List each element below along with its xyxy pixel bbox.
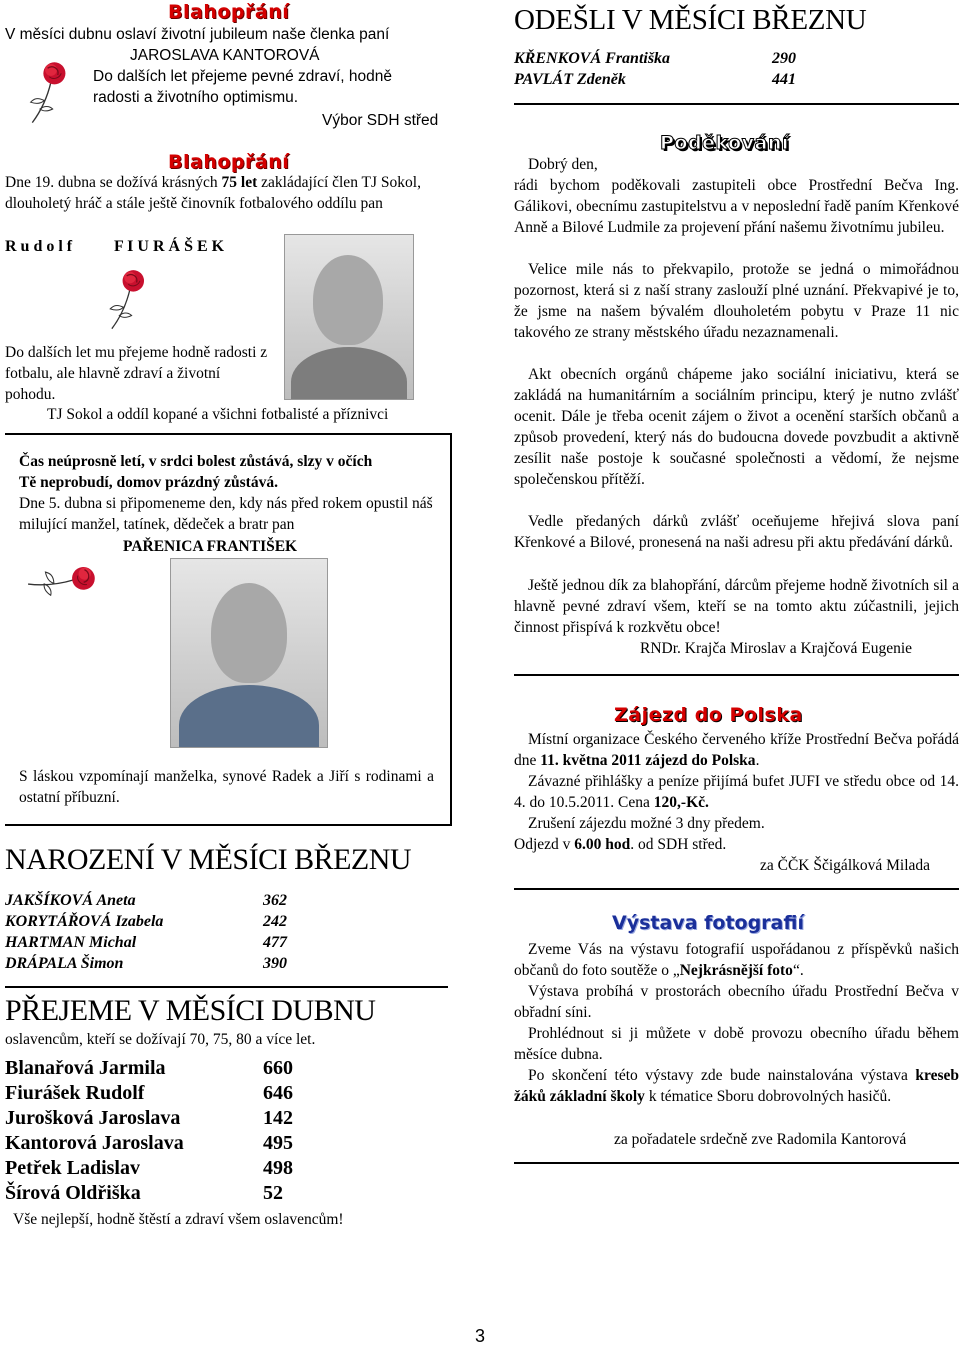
deaths-title: ODEŠLI V MĚSÍCI BŘEZNU [514,4,867,36]
memorial-name: PAŘENICA FRANTIŠEK [123,538,298,555]
trip-paragraph-3: Zrušení zájezdu možné 3 dny předem. [528,815,765,832]
portrait-photo-fiurasek [284,234,414,400]
blahoprani-banner-1: Blahopřání [168,1,290,23]
bday1-name: JAROSLAVA KANTOROVÁ [130,47,320,64]
wishes-subtitle: oslavencům, kteří se dožívají 70, 75, 80 a více let. [5,1031,316,1048]
list-item: Jurošková Jaroslava 142 [5,1107,293,1129]
trip-paragraph-2: Závazné přihlášky a peníze přijímá bufet JUFI ve středu obce od 14. 4. do 10.5.2011. Cena 120,-Kč. [514,773,959,811]
exhibition-paragraph-2: Výstava probíhá v prostorách obecního úřadu Prostřední Bečva v obřadní síni. [514,983,959,1021]
list-item: Blanařová Jarmila 660 [5,1057,293,1079]
bday2-intro: Dne 19. dubna se dožívá krásných 75 let zakládající člen TJ Sokol, dlouholetý hráč a stále ještě činovník fotbalového oddílu pan [5,174,421,212]
trip-signature: za ČČK Ščigálková Milada [760,857,931,874]
wishes-list [5,1056,293,1206]
list-item: PAVLÁT Zdeněk 441 [514,70,796,88]
divider [514,888,959,890]
list-item: Petřek Ladislav 498 [5,1157,293,1179]
thanks-paragraph-5: Ještě jednou dík za blahopřání, dárcům přejeme hodně životních sil a hlavně pevné zdraví všem, kteří se na tomto aktu zúčastnili, jejich činnost přispívá k rozkvětu obce! [514,577,959,636]
thanks-paragraph-1: rádi bychom poděkovali zastupiteli obce Prostřední Bečva Ing. Gálikovi, obecnímu zastupitelstvu a v neposlední řadě paním Křenkové Anně a Bilové Ludmile za projevení přání našemu životnímu jubileu. [514,177,959,236]
list-item: Šírová Oldřiška 52 [5,1182,283,1204]
exhibition-paragraph-4: Po skončení této výstavy zde bude nainstalována výstava kreseb žáků základní školy k tématice Sboru dobrovolných hasičů. [514,1067,959,1105]
trip-paragraph-4: Odjezd v 6.00 hod. od SDH střed. [514,836,727,853]
thanks-greeting: Dobrý den, [528,156,598,173]
zajezd-banner: Zájezd do Polska [614,704,803,726]
bday1-intro: V měsíci dubnu oslaví životní jubileum naše členka paní [5,26,390,43]
portrait-photo-parenica [170,558,328,748]
list-item: Fiurášek Rudolf 646 [5,1082,293,1104]
thanks-paragraph-2: Velice mile nás to překvapilo, protože se jedná o mimořádnou pozornost, která si z naší strany zaslouží plné uznání. Překvapivé je to, že jsme na našem bývalém dlouholetém pobytu v Praze 11 nic takového ze strany městského úřadu nezaznamenali. [514,261,959,341]
bday1-signature: Výbor SDH střed [322,112,439,129]
exhibition-paragraph-3: Prohlédnout si ji můžete v době provozu obecního úřadu během měsíce dubna. [514,1025,959,1063]
bday2-last-name: F I U R Á Š E K [114,238,225,255]
wishes-title: PŘEJEME V MĚSÍCI DUBNU [5,994,376,1027]
blahoprani-banner-2: Blahopřání [168,151,290,173]
thanks-signature: RNDr. Krajča Miroslav a Krajčová Eugenie [640,640,913,657]
memorial-text: Dne 5. dubna si připomeneme den, kdy nás před rokem opustil náš milující manžel, tatínek, dědeček a bratr pan [19,495,433,533]
exhibition-paragraph-1: Zveme Vás na výstavu fotografií uspořádanou z příspěvků našich občanů do foto soutěže o „Nejkrásnější foto“. [514,941,959,979]
rose-icon [100,266,160,332]
births-title: NAROZENÍ V MĚSÍCI BŘEZNU [5,843,412,876]
list-item: KORYTÁŘOVÁ Izabela 242 [5,912,287,930]
memorial-poem: Čas neúprosně letí, v srdci bolest zůstává, slzy v očích Tě neprobudí, domov prázdný zůstává. [19,453,373,491]
vystava-banner: Výstava fotografií [612,912,804,934]
bday2-signature: TJ Sokol a oddíl kopané a všichni fotbalisté a příznivci [47,406,389,423]
list-item: KŘENKOVÁ Františka 290 [514,49,796,67]
thanks-paragraph-3: Akt obecních orgánů chápeme jako sociální iniciativu, která se zakládá na humanitárním a sociálním principu, který je nutno zvlášť ocenit. Dále je třeba ocenit zájem o život a ocenění starších občanů a způsob provedení, který nás do budoucna dovede povzbudit a aktivně zesílit naše postoje k současné společnosti a vědomí, že nejsme společenskou přítěží. [514,366,959,488]
thanks-paragraph-4: Vedle předaných dárků zvlášť oceňujeme hřejivá slova paní Křenkové a Bilové, pronesená na naši adresu při aktu předávání dárků. [514,513,959,551]
trip-paragraph-1: Místní organizace Českého červeného kříže Prostřední Bečva pořádá dne 11. května 2011 zájezd do Polska. [514,731,959,769]
exhibition-signature: za pořadatele srdečně zve Radomila Kantorová [614,1131,907,1148]
rose-icon [22,58,80,126]
divider [514,674,959,676]
bday1-wish-line1: Do dalších let přejeme pevné zdraví, hodně [93,68,392,85]
podekovani-banner: Poděkování [660,132,789,154]
list-item: Kantorová Jaroslava 495 [5,1132,293,1154]
bday2-first-name: R u d o l f [5,238,73,255]
list-item: HARTMAN Michal 477 [5,933,287,951]
page-number: 3 [475,1326,486,1346]
bday2-wish: Do dalších let mu přejeme hodně radosti z fotbalu, ale hlavně zdraví a životní pohodu. [5,344,268,403]
deaths-list [514,48,796,90]
divider [514,103,959,105]
bday1-wish-line2: radosti a životního optimismu. [93,89,299,106]
memorial-signature: S láskou vzpomínají manželka, synové Radek a Jiří s rodinami a ostatní příbuzní. [19,768,434,806]
births-list [5,890,287,974]
divider [514,1162,959,1164]
list-item: JAKŠÍKOVÁ Aneta 362 [5,891,287,909]
list-item: DRÁPALA Šimon 390 [5,954,287,972]
wishes-footer: Vše nejlepší, hodně štěstí a zdraví všem oslavencům! [13,1211,344,1228]
divider [5,986,448,988]
